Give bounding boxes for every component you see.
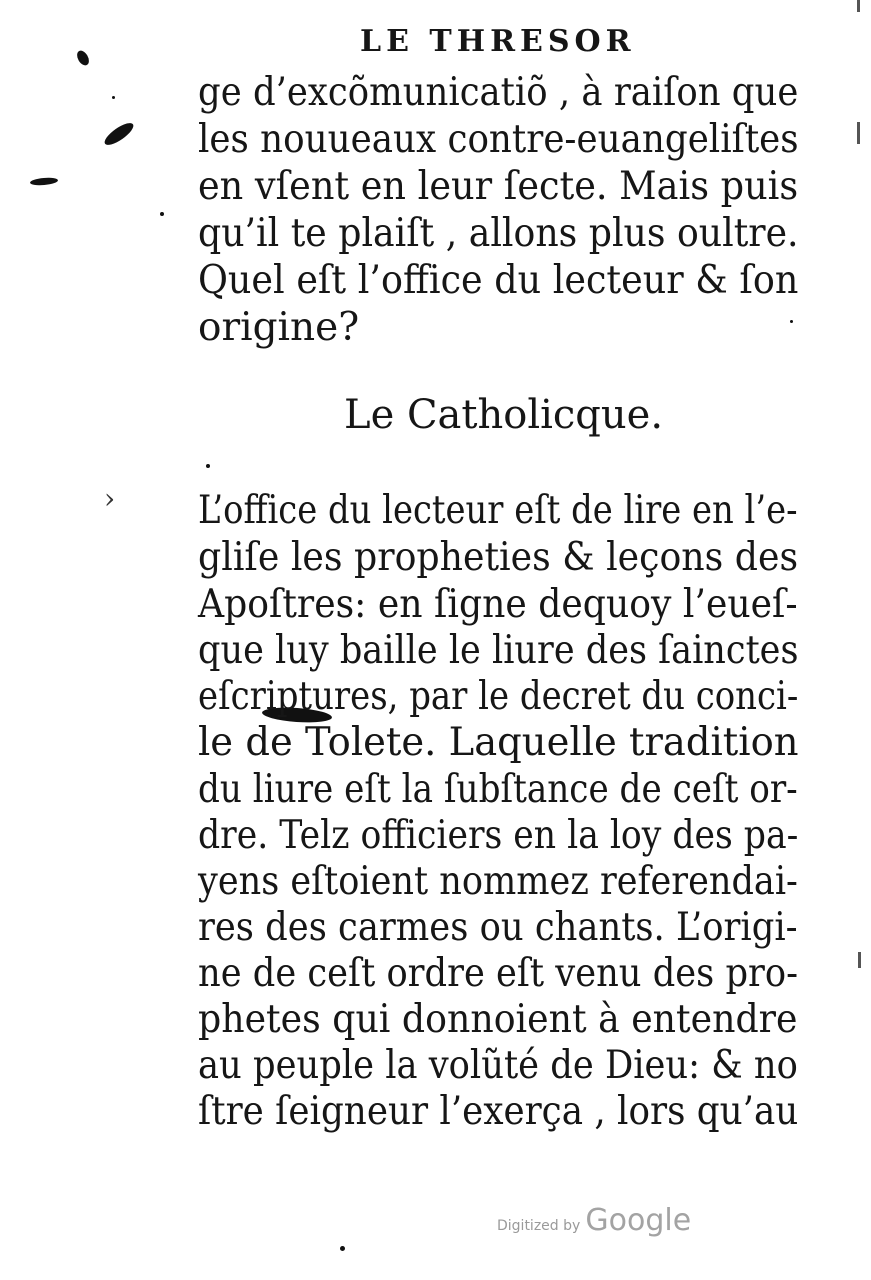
text-line: du liure eſt la ſubſtance de ceſt or- [198, 767, 798, 812]
ink-speck [112, 96, 115, 99]
section-heading: Le Catholicque. [344, 392, 664, 438]
text-line: L’office du lecteur eſt de lire en l’e- [198, 488, 798, 533]
page-edge-mark [858, 952, 861, 968]
digitized-by-google-watermark [497, 1203, 691, 1238]
running-head: LE THRESOR [360, 24, 636, 59]
text-line: gliſe les propheties & leçons des [198, 535, 799, 580]
text-line: eſcriptures, par le decret du conci- [198, 674, 799, 719]
ink-stain [102, 119, 137, 148]
watermark-prefix: Digitized by [497, 1218, 581, 1234]
ink-speck [160, 212, 164, 216]
google-logo-text: Google [585, 1203, 692, 1238]
text-line: Quel eſt l’office du lecteur & ſon [198, 258, 799, 303]
text-line: yens eſtoient nommez referendai- [198, 859, 798, 904]
margin-bracket: › [104, 482, 116, 515]
text-line: ſtre ſeigneur l’exerça , lors qu’au [198, 1089, 799, 1134]
ink-speck [206, 464, 210, 468]
text-line: que luy baille le liure des ſainctes [198, 628, 799, 673]
text-line: le de Tolete. Laquelle tradition [198, 720, 799, 765]
text-line: qu’il te plaiſt , allons plus oultre. [198, 211, 799, 256]
text-line: origine? [198, 305, 360, 350]
text-line: res des carmes ou chants. L’origi- [198, 905, 798, 950]
page-edge-mark [857, 0, 860, 12]
text-line: au peuple la volũté de Dieu: & no [198, 1043, 798, 1088]
page-edge-mark [857, 122, 860, 144]
ink-stain [30, 177, 59, 186]
text-line: en vſent en leur ſecte. Mais puis [198, 164, 799, 209]
text-line: Apoſtres: en ſigne dequoy l’eueſ- [198, 582, 798, 627]
text-line: ge d’excõmunicatiõ , à raiſon que [198, 70, 799, 115]
text-line: les nouueaux contre-euangeliſtes [198, 117, 799, 162]
ink-stain [75, 49, 92, 68]
text-line: phetes qui donnoient à entendre [198, 997, 798, 1042]
ink-speck [340, 1246, 345, 1251]
text-line: dre. Telz officiers en la loy des pa- [198, 813, 799, 858]
text-line: ne de ceſt ordre eſt venu des pro- [198, 951, 799, 996]
